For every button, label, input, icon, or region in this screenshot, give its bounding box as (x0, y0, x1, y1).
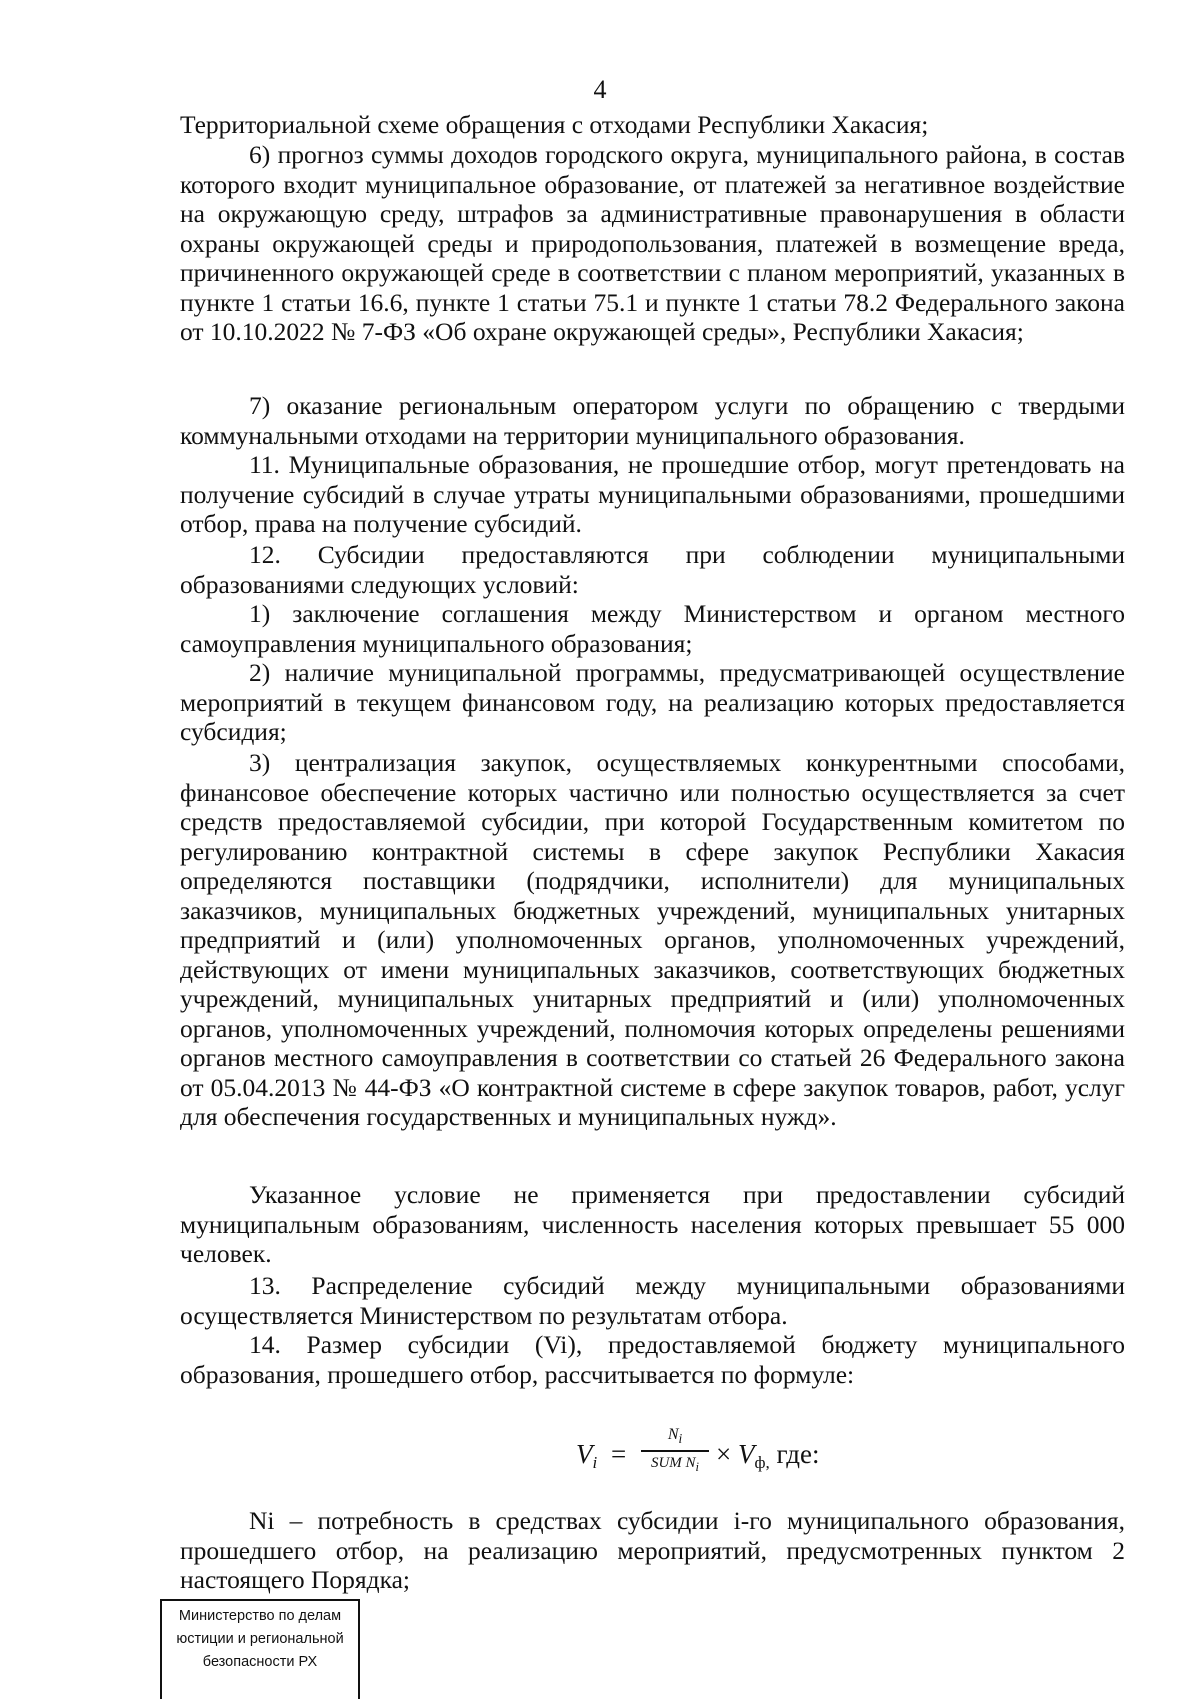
formula-tail: × $V_{ф,}$ где: (716, 1439, 820, 1472)
stamp-line: безопасности РХ (202, 1654, 318, 1670)
formula-equals: = (611, 1439, 627, 1469)
formula-denominator: SUM $N_i$ (650, 1454, 700, 1474)
subsidy-formula (576, 1425, 876, 1485)
paragraph-point-11: 11. Муниципальные образования, не прошедшие отбор, могут претендовать на получение субсидий в случае утраты муниципальными образованиями, прошедшими отбор, права на получение субсидий. (180, 450, 1125, 538)
paragraph-condition-3: 3) централизация закупок, осуществляемых конкурентными способами, финансовое обеспечение которых частично или полностью осуществляется за счет средств предоставляемой субсидии, при которой Государственным комитетом по регулированию контрактной системы в сфере закупок Республики Хакасия определяются поставщики (подрядчики, исполнители) для муниципальных заказчиков, муниципальных бюджетных учреждений, муниципальных унитарных предприятий и (или) уполномоченных органов, уполномоченных учреждений, действующих от имени муниципальных заказчиков, соответствующих бюджетных учреждений, муниципальных унитарных предприятий и (или) уполномоченных органов, уполномоченных учреждений, полномочия которых определены решениями органов местного самоуправления в соответствии со статьей 26 Федерального закона от 05.04.2013 № 44-ФЗ «О контрактной системе в сфере закупок товаров, работ, услуг для обеспечения государственных и муниципальных нужд». (180, 748, 1125, 1131)
paragraph-condition-note: Указанное условие не применяется при предоставлении субсидий муниципальным образованиям, численность населения которых превышает 55 000 человек. (180, 1180, 1125, 1268)
paragraph-ni-definition: Ni – потребность в средствах субсидии i-го муниципального образования, прошедшего отбор, на реализацию мероприятий, предусмотренных пунктом 2 настоящего Порядка; (180, 1506, 1125, 1594)
paragraph-point-12: 12. Субсидии предоставляются при соблюдении муниципальными образованиями следующих условий: (180, 540, 1125, 599)
stamp-line: Министерство по делам (178, 1608, 342, 1624)
stamp-line: юстиции и региональной (176, 1631, 344, 1647)
paragraph-point-13: 13. Распределение субсидий между муниципальными образованиями осуществляется Министерством по результатам отбора. (180, 1271, 1125, 1330)
formula-numerator: $N_i$ (667, 1426, 683, 1447)
paragraph-item-7: 7) оказание региональным оператором услуги по обращению с твердыми коммунальными отходами на территории муниципального образования. (180, 391, 1125, 450)
paragraph-condition-2: 2) наличие муниципальной программы, предусматривающей осуществление мероприятий в текущем финансовом году, на реализацию которых предоставляется субсидия; (180, 658, 1125, 746)
fraction-bar (641, 1450, 709, 1452)
formula-fraction (639, 1425, 711, 1477)
paragraph-item-6: 6) прогноз суммы доходов городского округа, муниципального района, в состав которого входит муниципальное образование, от платежей за негативное воздействие на окружающую среду, штрафов за административные правонарушения в области охраны окружающей среды и природопользования, платежей в возмещение вреда, причиненного окружающей среде в соответствии с планом мероприятий, указанных в пункте 1 статьи 16.6, пункте 1 статьи 75.1 и пункте 1 статьи 78.2 Федерального закона от 10.10.2022 № 7-ФЗ «Об охране окружающей среды», Республики Хакасия; (180, 140, 1125, 346)
ministry-stamp (160, 1599, 360, 1699)
formula-lhs: $V_i$ (576, 1439, 598, 1472)
paragraph-point-14: 14. Размер субсидии (Vi), предоставляемой бюджету муниципального образования, прошедшего отбор, рассчитывается по формуле: (180, 1330, 1125, 1389)
paragraph-continuation: Территориальной схеме обращения с отходами Республики Хакасия; (180, 110, 929, 139)
paragraph-condition-1: 1) заключение соглашения между Министерством и органом местного самоуправления муниципального образования; (180, 599, 1125, 658)
page-number: 4 (593, 75, 607, 104)
